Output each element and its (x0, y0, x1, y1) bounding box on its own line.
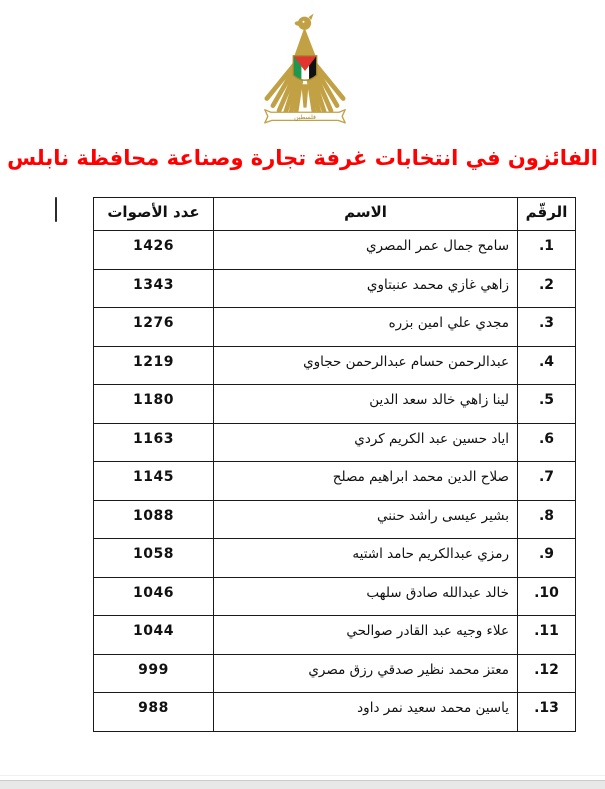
row-votes-cell: 1219 (94, 346, 214, 385)
table-row (94, 577, 576, 616)
page-bottom-rule (0, 775, 605, 776)
eagle-body (293, 27, 316, 59)
row-rank-cell: 1. (518, 231, 576, 270)
header-votes: عدد الأصوات (94, 198, 214, 231)
row-name-cell: عبدالرحمن حسام عبدالرحمن حجاوي (214, 346, 518, 385)
row-votes-cell: 1426 (94, 231, 214, 270)
table-header-row (94, 198, 576, 231)
table-row (94, 385, 576, 424)
row-votes-cell: 1163 (94, 423, 214, 462)
row-rank-cell: 12. (518, 654, 576, 693)
table-row (94, 346, 576, 385)
row-name-cell: زاهي غازي محمد عنبتاوي (214, 269, 518, 308)
row-name-cell: معتز محمد نظير صدقي رزق مصري (214, 654, 518, 693)
palestine-emblem-icon (256, 13, 354, 127)
row-rank-cell: 4. (518, 346, 576, 385)
row-rank-cell: 13. (518, 693, 576, 732)
row-votes-cell: 1088 (94, 500, 214, 539)
table-row (94, 308, 576, 347)
table-row (94, 423, 576, 462)
row-name-cell: ياسين محمد سعيد نمر داود (214, 693, 518, 732)
emblem-banner-text: فلسطين (294, 113, 316, 121)
row-votes-cell: 988 (94, 693, 214, 732)
eagle-tail (301, 84, 308, 107)
text-cursor-mark (55, 197, 57, 222)
row-rank-cell: 10. (518, 577, 576, 616)
emblem-banner (265, 110, 345, 123)
table-row (94, 616, 576, 655)
row-name-cell: علاء وجيه عبد القادر صوالحي (214, 616, 518, 655)
row-name-cell: رمزي عبدالكريم حامد اشتيه (214, 539, 518, 578)
row-votes-cell: 1276 (94, 308, 214, 347)
row-rank-cell: 3. (518, 308, 576, 347)
table-row (94, 231, 576, 270)
page-title: الفائزون في انتخابات غرفة تجارة وصناعة محافظة نابلس (7, 146, 598, 170)
header-rank: الرقّم (518, 198, 576, 231)
row-votes-cell: 1343 (94, 269, 214, 308)
table-row (94, 500, 576, 539)
row-rank-cell: 6. (518, 423, 576, 462)
table-row (94, 693, 576, 732)
row-name-cell: سامح جمال عمر المصري (214, 231, 518, 270)
row-name-cell: خالد عبدالله صادق سلهب (214, 577, 518, 616)
row-name-cell: بشير عيسى راشد حنني (214, 500, 518, 539)
row-rank-cell: 7. (518, 462, 576, 501)
eagle-head (295, 14, 314, 30)
row-rank-cell: 11. (518, 616, 576, 655)
row-rank-cell: 8. (518, 500, 576, 539)
row-votes-cell: 999 (94, 654, 214, 693)
row-rank-cell: 9. (518, 539, 576, 578)
row-votes-cell: 1145 (94, 462, 214, 501)
row-votes-cell: 1046 (94, 577, 214, 616)
row-name-cell: صلاح الدين محمد ابراهيم مصلح (214, 462, 518, 501)
row-votes-cell: 1058 (94, 539, 214, 578)
window-bottom-strip (0, 780, 605, 789)
table-row (94, 539, 576, 578)
row-name-cell: مجدي علي امين بزره (214, 308, 518, 347)
row-name-cell: اياد حسين عبد الكريم كردي (214, 423, 518, 462)
row-votes-cell: 1044 (94, 616, 214, 655)
header-name: الاسم (214, 198, 518, 231)
results-table (93, 197, 576, 732)
table-row (94, 654, 576, 693)
row-name-cell: لينا زاهي خالد سعد الدين (214, 385, 518, 424)
row-rank-cell: 5. (518, 385, 576, 424)
row-rank-cell: 2. (518, 269, 576, 308)
table-row (94, 269, 576, 308)
row-votes-cell: 1180 (94, 385, 214, 424)
table-row (94, 462, 576, 501)
